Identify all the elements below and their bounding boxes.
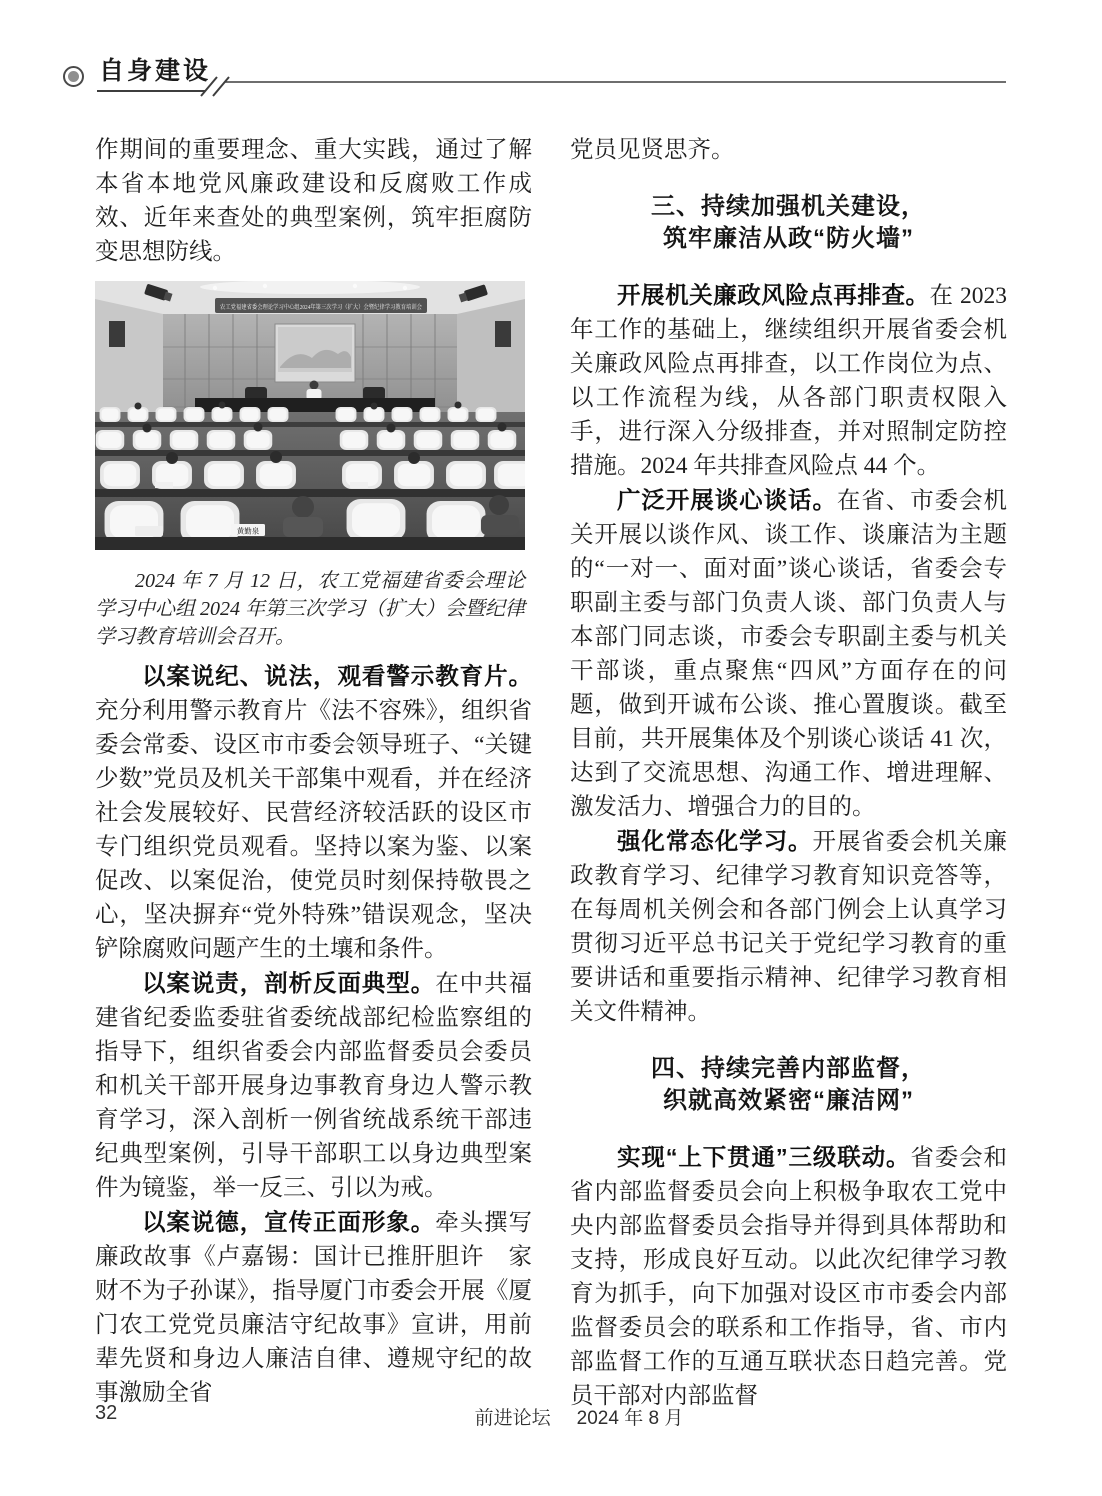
paragraph	[95, 659, 532, 966]
paragraph-lead: 以案说德，宣传正面形象。	[142, 1209, 436, 1235]
photo-caption: 2024 年 7 月 12 日，农工党福建省委会理论学习中心组 2024 年第三次学习（扩大）会暨纪律学习教育培训会召开。	[95, 570, 525, 648]
paragraph-body: 开展省委会机关廉政教育学习、纪律学习教育知识竞答等，在每周机关例会和各部门例会上认真学习贯彻习近平总书记关于党纪学习教育的重要讲话和重要指示精神、纪律学习教育相关文件精神。	[570, 829, 1008, 1025]
page-number: 32	[95, 1402, 118, 1424]
right-column	[570, 133, 1007, 1413]
bullseye-icon	[63, 66, 84, 87]
paragraph-body: 在省、市委会机关开展以谈作风、谈工作、谈廉洁为主题的“一对一、面对面”谈心谈话，省委会专职副主委与部门负责人谈、部门负责人与本部门同志谈，市委会专职副主委与机关干部谈，重点聚焦“四风”方面存在的问题，做到开诚布公谈、推心置腹谈。截至目前，共开展集体及个别谈心谈话 41 次，达到了交流思想、沟通工作、增进理解、激发活力、增强合力的目的。	[570, 488, 1008, 820]
left-column	[95, 133, 532, 1410]
section-heading-4	[570, 1053, 1007, 1117]
paragraph-lead: 广泛开展谈心谈话。	[617, 487, 837, 513]
paragraph	[570, 278, 1007, 483]
paragraph-body: 牵头撰写廉政故事《卢嘉锡：国计已推肝胆许 家财不为子孙谋》，指导厦门市委会开展《厦门农工党党员廉洁守纪故事》宣讲，用前辈先贤和身边人廉洁自律、遵规守纪的故事激励全省	[95, 1210, 533, 1406]
photo-banner-text: 农工党福建省委会理论学习中心组2024年第三次学习（扩大）会暨纪律学习教育培训会	[220, 305, 449, 311]
section-title: 自身建设	[99, 57, 212, 85]
paragraph-body: 省委会和省内部监督委员会向上积极争取农工党中央内部监督委员会指导并得到具体帮助和支持，形成良好互动。以此次纪律学习教育为抓手，向下加强对设区市市委会内部监督委员会的联系和工作指导，省、市内部监督工作的互通互联状态日趋完善。党员干部对内部监督	[570, 1145, 1007, 1409]
paragraph	[570, 824, 1007, 1029]
paragraph-lead: 强化常态化学习。	[617, 828, 813, 854]
heading-line: 织就高效紧密“廉洁网”	[663, 1087, 914, 1114]
paragraph-continuation: 作期间的重要理念、重大实践，通过了解本省本地党风廉政建设和反腐败工作成效、近年来查处的典型案例，筑牢拒腐防变思想防线。	[95, 137, 532, 265]
bullseye-dot	[68, 71, 79, 82]
heading-line: 四、持续完善内部监督，	[651, 1055, 926, 1082]
photo-audience	[95, 402, 525, 551]
paragraph-body: 充分利用警示教育片《法不容殊》，组织省委会常委、设区市市委会领导班子、“关键少数”党员及机关干部集中观看，并在经济社会发展较好、民营经济较活跃的设区市专门组织党员观看。坚持以案为鉴、以案促改、以案促治，使党员时刻保持敬畏之心，坚决摒弃“党外特殊”错误观念，坚决铲除腐败问题产生的土壤和条件。	[95, 698, 532, 962]
meeting-photo-figure	[95, 281, 525, 651]
paragraph	[95, 966, 532, 1205]
paragraph-lead: 以案说纪、说法，观看警示教育片。	[142, 663, 532, 689]
paragraph	[570, 1140, 1007, 1413]
heading-line: 三、持续加强机关建设，	[651, 193, 926, 220]
paragraph-lead: 以案说责，剖析反面典型。	[142, 970, 436, 996]
footer-journal-line	[475, 1403, 684, 1430]
photo-screen	[275, 324, 355, 382]
paragraph-lead: 实现“上下贯通”三级联动。	[617, 1144, 911, 1170]
journal-name: 前进论坛	[474, 1408, 551, 1429]
paragraph-lead: 开展机关廉政风险点再排查。	[617, 282, 930, 308]
heading-line: 筑牢廉洁从政“防火墙”	[663, 225, 914, 252]
header-rule-line	[95, 74, 1007, 100]
paragraph	[95, 1205, 532, 1410]
name-card	[231, 524, 265, 536]
name-card-text: 黄勤泉	[236, 526, 260, 536]
paragraph	[570, 483, 1007, 824]
paragraph-body: 在 2023 年工作的基础上，继续组织开展省委会机关廉政风险点再排查，以工作岗位为点、以工作流程为线，从各部门职责权限入手，进行深入分级排查，并对照制定防控措施。2024 年共排查风险点 44 个。	[570, 283, 1008, 479]
name-card-blank	[135, 526, 163, 536]
paragraph-body: 在中共福建省纪委监委驻省委统战部纪检监察组的指导下，组织省委会内部监督委员会委员和机关干部开展身边事教育身边人警示教育学习，深入剖析一例省统战系统干部违纪典型案例，引导干部职工以身边典型案件为镜鉴，举一反三、引以为戒。	[95, 971, 533, 1201]
paragraph-continuation: 党员见贤思齐。	[570, 137, 735, 163]
meeting-photo	[95, 281, 525, 550]
section-heading-3	[570, 191, 1007, 255]
issue-date: 2024 年 8 月	[576, 1408, 684, 1429]
photo-banner	[215, 298, 449, 313]
